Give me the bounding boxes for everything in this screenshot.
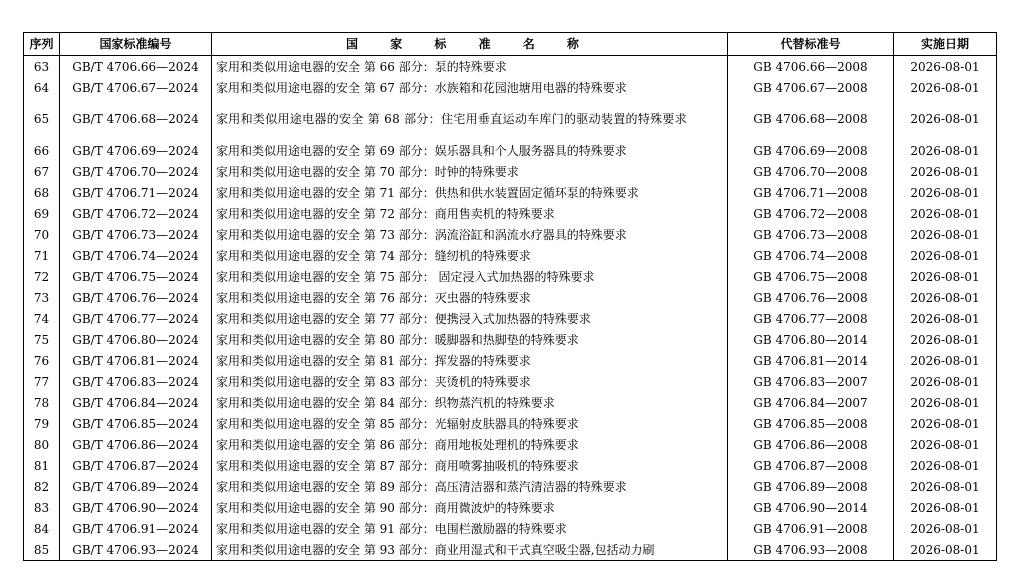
row-standard-name: 家用和类似用途电器的安全 第 76 部分：灭虫器的特殊要求	[212, 287, 728, 308]
row-standard-name: 家用和类似用途电器的安全 第 75 部分： 固定浸入式加热器的特殊要求	[212, 266, 728, 287]
header-name: 国 家 标 准 名 称	[212, 33, 728, 56]
row-replaced-standard: GB 4706.75—2008	[728, 266, 894, 287]
table-row	[24, 539, 997, 561]
table-row	[24, 455, 997, 476]
row-standard-code: GB/T 4706.73—2024	[60, 224, 212, 245]
table-row	[24, 476, 997, 497]
row-replaced-standard: GB 4706.74—2008	[728, 245, 894, 266]
table-row	[24, 392, 997, 413]
table-row	[24, 350, 997, 371]
row-standard-code: GB/T 4706.77—2024	[60, 308, 212, 329]
row-seq: 67	[24, 161, 60, 182]
row-replaced-standard: GB 4706.80—2014	[728, 329, 894, 350]
table-row	[24, 182, 997, 203]
table-row	[24, 56, 997, 78]
row-effective-date: 2026-08-01	[894, 182, 997, 203]
row-replaced-standard: GB 4706.71—2008	[728, 182, 894, 203]
row-standard-name: 家用和类似用途电器的安全 第 89 部分：高压清洁器和蒸汽清洁器的特殊要求	[212, 476, 728, 497]
row-replaced-standard: GB 4706.66—2008	[728, 56, 894, 78]
row-seq: 68	[24, 182, 60, 203]
row-effective-date: 2026-08-01	[894, 287, 997, 308]
row-replaced-standard: GB 4706.77—2008	[728, 308, 894, 329]
row-seq: 76	[24, 350, 60, 371]
row-standard-name: 家用和类似用途电器的安全 第 74 部分：缝纫机的特殊要求	[212, 245, 728, 266]
row-standard-name: 家用和类似用途电器的安全 第 70 部分：时钟的特殊要求	[212, 161, 728, 182]
row-seq: 80	[24, 434, 60, 455]
row-standard-name: 家用和类似用途电器的安全 第 73 部分：涡流浴缸和涡流水疗器具的特殊要求	[212, 224, 728, 245]
standards-table	[23, 32, 997, 561]
row-standard-code: GB/T 4706.87—2024	[60, 455, 212, 476]
row-seq: 79	[24, 413, 60, 434]
row-standard-name: 家用和类似用途电器的安全 第 68 部分：住宅用垂直运动车库门的驱动装置的特殊要求	[212, 98, 728, 140]
header-date: 实施日期	[894, 33, 997, 56]
row-effective-date: 2026-08-01	[894, 518, 997, 539]
row-standard-name: 家用和类似用途电器的安全 第 84 部分：织物蒸汽机的特殊要求	[212, 392, 728, 413]
table-row	[24, 245, 997, 266]
row-replaced-standard: GB 4706.69—2008	[728, 140, 894, 161]
row-seq: 75	[24, 329, 60, 350]
row-standard-name: 家用和类似用途电器的安全 第 77 部分：便携浸入式加热器的特殊要求	[212, 308, 728, 329]
row-standard-code: GB/T 4706.71—2024	[60, 182, 212, 203]
table-row	[24, 308, 997, 329]
row-seq: 69	[24, 203, 60, 224]
row-replaced-standard: GB 4706.83—2007	[728, 371, 894, 392]
row-standard-name: 家用和类似用途电器的安全 第 81 部分：挥发器的特殊要求	[212, 350, 728, 371]
row-effective-date: 2026-08-01	[894, 476, 997, 497]
row-replaced-standard: GB 4706.76—2008	[728, 287, 894, 308]
row-standard-code: GB/T 4706.68—2024	[60, 98, 212, 140]
row-standard-code: GB/T 4706.74—2024	[60, 245, 212, 266]
row-seq: 73	[24, 287, 60, 308]
table-row	[24, 518, 997, 539]
row-replaced-standard: GB 4706.87—2008	[728, 455, 894, 476]
row-seq: 72	[24, 266, 60, 287]
row-standard-code: GB/T 4706.86—2024	[60, 434, 212, 455]
row-effective-date: 2026-08-01	[894, 413, 997, 434]
row-standard-code: GB/T 4706.93—2024	[60, 539, 212, 561]
row-standard-code: GB/T 4706.84—2024	[60, 392, 212, 413]
table-row	[24, 224, 997, 245]
row-seq: 66	[24, 140, 60, 161]
row-replaced-standard: GB 4706.84—2007	[728, 392, 894, 413]
row-standard-name: 家用和类似用途电器的安全 第 86 部分：商用地板处理机的特殊要求	[212, 434, 728, 455]
row-standard-name: 家用和类似用途电器的安全 第 69 部分：娱乐器具和个人服务器具的特殊要求	[212, 140, 728, 161]
row-effective-date: 2026-08-01	[894, 371, 997, 392]
row-effective-date: 2026-08-01	[894, 329, 997, 350]
row-replaced-standard: GB 4706.93—2008	[728, 539, 894, 561]
row-effective-date: 2026-08-01	[894, 56, 997, 78]
row-standard-code: GB/T 4706.89—2024	[60, 476, 212, 497]
row-standard-name: 家用和类似用途电器的安全 第 71 部分：供热和供水装置固定循环泵的特殊要求	[212, 182, 728, 203]
row-effective-date: 2026-08-01	[894, 308, 997, 329]
table-row	[24, 77, 997, 98]
row-effective-date: 2026-08-01	[894, 350, 997, 371]
row-seq: 84	[24, 518, 60, 539]
table-row	[24, 434, 997, 455]
row-standard-code: GB/T 4706.67—2024	[60, 77, 212, 98]
row-effective-date: 2026-08-01	[894, 77, 997, 98]
table-row	[24, 371, 997, 392]
row-effective-date: 2026-08-01	[894, 161, 997, 182]
row-standard-name: 家用和类似用途电器的安全 第 72 部分：商用售卖机的特殊要求	[212, 203, 728, 224]
row-effective-date: 2026-08-01	[894, 392, 997, 413]
row-seq: 83	[24, 497, 60, 518]
header-replaces: 代替标准号	[728, 33, 894, 56]
row-replaced-standard: GB 4706.91—2008	[728, 518, 894, 539]
table-row	[24, 203, 997, 224]
row-effective-date: 2026-08-01	[894, 266, 997, 287]
row-standard-name: 家用和类似用途电器的安全 第 93 部分：商业用湿式和干式真空吸尘器,包括动力刷	[212, 539, 728, 561]
row-standard-name: 家用和类似用途电器的安全 第 67 部分：水族箱和花园池塘用电器的特殊要求	[212, 77, 728, 98]
row-standard-name: 家用和类似用途电器的安全 第 66 部分：泵的特殊要求	[212, 56, 728, 78]
row-effective-date: 2026-08-01	[894, 203, 997, 224]
row-replaced-standard: GB 4706.70—2008	[728, 161, 894, 182]
row-standard-name: 家用和类似用途电器的安全 第 85 部分：光辐射皮肤器具的特殊要求	[212, 413, 728, 434]
row-seq: 81	[24, 455, 60, 476]
row-standard-name: 家用和类似用途电器的安全 第 87 部分：商用喷雾抽吸机的特殊要求	[212, 455, 728, 476]
row-effective-date: 2026-08-01	[894, 455, 997, 476]
row-standard-name: 家用和类似用途电器的安全 第 91 部分：电围栏激励器的特殊要求	[212, 518, 728, 539]
table-body	[24, 56, 997, 561]
row-seq: 85	[24, 539, 60, 561]
row-seq: 65	[24, 98, 60, 140]
table-row	[24, 161, 997, 182]
table-row	[24, 287, 997, 308]
row-standard-code: GB/T 4706.80—2024	[60, 329, 212, 350]
table-row	[24, 329, 997, 350]
row-replaced-standard: GB 4706.85—2008	[728, 413, 894, 434]
row-standard-code: GB/T 4706.81—2024	[60, 350, 212, 371]
row-standard-code: GB/T 4706.72—2024	[60, 203, 212, 224]
row-effective-date: 2026-08-01	[894, 434, 997, 455]
row-replaced-standard: GB 4706.68—2008	[728, 98, 894, 140]
row-seq: 70	[24, 224, 60, 245]
row-standard-code: GB/T 4706.70—2024	[60, 161, 212, 182]
row-standard-code: GB/T 4706.75—2024	[60, 266, 212, 287]
row-replaced-standard: GB 4706.86—2008	[728, 434, 894, 455]
row-standard-code: GB/T 4706.76—2024	[60, 287, 212, 308]
table-row	[24, 98, 997, 140]
header-code: 国家标准编号	[60, 33, 212, 56]
row-standard-name: 家用和类似用途电器的安全 第 80 部分：暖脚器和热脚垫的特殊要求	[212, 329, 728, 350]
row-effective-date: 2026-08-01	[894, 140, 997, 161]
row-seq: 74	[24, 308, 60, 329]
row-seq: 63	[24, 56, 60, 78]
row-standard-code: GB/T 4706.66—2024	[60, 56, 212, 78]
row-replaced-standard: GB 4706.81—2014	[728, 350, 894, 371]
row-standard-code: GB/T 4706.69—2024	[60, 140, 212, 161]
row-effective-date: 2026-08-01	[894, 497, 997, 518]
row-standard-code: GB/T 4706.91—2024	[60, 518, 212, 539]
row-effective-date: 2026-08-01	[894, 224, 997, 245]
row-standard-name: 家用和类似用途电器的安全 第 83 部分：夹烫机的特殊要求	[212, 371, 728, 392]
table-row	[24, 497, 997, 518]
row-standard-code: GB/T 4706.83—2024	[60, 371, 212, 392]
row-replaced-standard: GB 4706.67—2008	[728, 77, 894, 98]
row-standard-code: GB/T 4706.90—2024	[60, 497, 212, 518]
row-seq: 78	[24, 392, 60, 413]
row-seq: 77	[24, 371, 60, 392]
row-standard-code: GB/T 4706.85—2024	[60, 413, 212, 434]
row-seq: 82	[24, 476, 60, 497]
header-seq: 序列	[24, 33, 60, 56]
table-row	[24, 140, 997, 161]
row-seq: 64	[24, 77, 60, 98]
row-replaced-standard: GB 4706.73—2008	[728, 224, 894, 245]
row-replaced-standard: GB 4706.72—2008	[728, 203, 894, 224]
row-effective-date: 2026-08-01	[894, 245, 997, 266]
table-row	[24, 413, 997, 434]
table-row	[24, 266, 997, 287]
row-replaced-standard: GB 4706.90—2014	[728, 497, 894, 518]
row-seq: 71	[24, 245, 60, 266]
row-replaced-standard: GB 4706.89—2008	[728, 476, 894, 497]
row-standard-name: 家用和类似用途电器的安全 第 90 部分：商用微波炉的特殊要求	[212, 497, 728, 518]
row-effective-date: 2026-08-01	[894, 539, 997, 561]
row-effective-date: 2026-08-01	[894, 98, 997, 140]
table-header-row	[24, 33, 997, 56]
